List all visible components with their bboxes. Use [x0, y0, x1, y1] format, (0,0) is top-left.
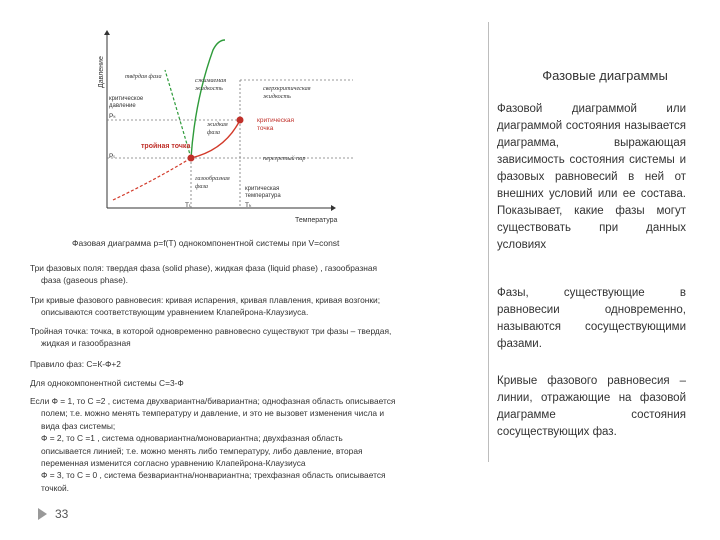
text-line: точкой.: [41, 482, 69, 493]
page-number: 33: [55, 507, 69, 521]
supercritical-fluid-label: сверхкритическая жидкость: [263, 85, 311, 100]
text-line: описывается линией; т.е. можно менять либо температуру, либо давление, вторая: [41, 445, 363, 456]
melting-curve: [191, 40, 225, 158]
liquid-phase-label: жидкая фаза: [207, 121, 228, 136]
text-line: жидкая и газообразная: [41, 338, 131, 349]
equilibrium-curves-text: [30, 294, 475, 319]
equilibrium-curves-paragraph: Кривые фазового равновесия – линии, отражающие на фазовой диаграмме состояния сосуществующих фаз.: [497, 375, 686, 438]
definition-paragraph: Фазовой диаграммой или диаграммой состояния называется диаграмма, выражающая зависимость состояния системы и фазовых равновесий в ней от внешних условий или ее состава. Показывает, какие фазы могут существовать при данных условиях: [497, 103, 686, 251]
text-line: переменная изменится согласно уравнению Клапейрона-Клаузиуса: [41, 458, 306, 469]
tt-label: Tₜ: [185, 202, 191, 209]
triple-point-label: тройная точка: [141, 143, 191, 150]
y-axis-arrow-icon: [104, 30, 110, 35]
variance-cases-text: [30, 395, 475, 494]
text-line: вида фаз системы;: [41, 420, 116, 431]
text-line: описываются соответствующим уравнением Клапейрона-Клаузиуса.: [41, 307, 309, 318]
coexisting-phases-paragraph: Фазы, существующие в равновесии одновременно, называются сосуществующими фазами.: [497, 287, 686, 350]
page-arrow-icon: [38, 508, 47, 520]
gas-phase-label: газообразная фаза: [195, 175, 230, 190]
critical-temperature-label: критическая температура: [245, 186, 281, 199]
critical-point: [237, 117, 244, 124]
one-component-rule-text: Для однокомпонентной системы С=3-Ф: [30, 378, 184, 388]
text-fragment: ).: [122, 275, 129, 286]
x-axis-label: Температура: [295, 217, 338, 224]
sublimation-curve: [113, 158, 191, 200]
text-fragment: фаза (: [41, 275, 67, 286]
diagram-caption: Фазовая диаграмма p=f(T) однокомпонентной системы при V=const: [72, 238, 340, 248]
critical-point-label: критическая точка: [257, 117, 295, 132]
phase-fields-paragraph: [30, 262, 475, 287]
text-line: Ф = 3, то С = 0 , система безвариантна/нонвариантна; трехфазная область описывается: [41, 470, 386, 481]
critical-pressure-label: критическое давление: [109, 96, 144, 109]
text-fragment: ) , газообразная: [315, 263, 378, 273]
superheated-vapor-label: перегретый пар: [263, 155, 306, 162]
solid-phase-label: твёрдая фаза: [125, 73, 162, 80]
text-fragment: Три фазовых поля: твердая фаза (: [30, 263, 166, 273]
text-line: Тройная точка: точка, в которой одновременно равновесно существуют три фазы – твердая,: [30, 326, 392, 336]
liquid-phase-term: liquid phase: [270, 263, 316, 273]
pt-label: Pₜ: [109, 153, 116, 160]
text-line: Три кривые фазового равновесия: кривая испарения, кривая плавления, кривая возгонки;: [30, 295, 381, 305]
text-line: полем; т.е. можно менять температуру и давление, и это не вызовет изменения числа и: [41, 408, 385, 419]
y-axis-label: Давление: [98, 56, 105, 88]
phase-diagram-svg: [95, 30, 355, 230]
compressible-liquid-label: сжимаемая жидкость: [195, 77, 227, 92]
column-divider: [488, 22, 489, 462]
text-line: Ф = 2, то С =1 , система одновариантна/моновариантна; двухфазная область: [41, 433, 343, 444]
x-axis-arrow-icon: [331, 205, 336, 211]
pc-label: Pₖ: [109, 113, 117, 120]
solid-phase-term: solid phase: [165, 263, 208, 273]
triple-point-text: [30, 325, 475, 350]
tk-label: Tₖ: [245, 202, 252, 209]
slide-title: Фазовые диаграммы: [542, 68, 668, 83]
phase-diagram: [95, 30, 355, 230]
triple-point: [188, 155, 195, 162]
text-fragment: ), жидкая фаза (: [207, 263, 271, 273]
gas-phase-term: gaseous phase: [66, 275, 123, 286]
text-line: Если Ф = 1, то С =2 , система двухвариантна/бивариантна; однофазная область описывается: [30, 396, 396, 406]
phase-rule-text: Правило фаз: С=К-Ф+2: [30, 359, 121, 369]
